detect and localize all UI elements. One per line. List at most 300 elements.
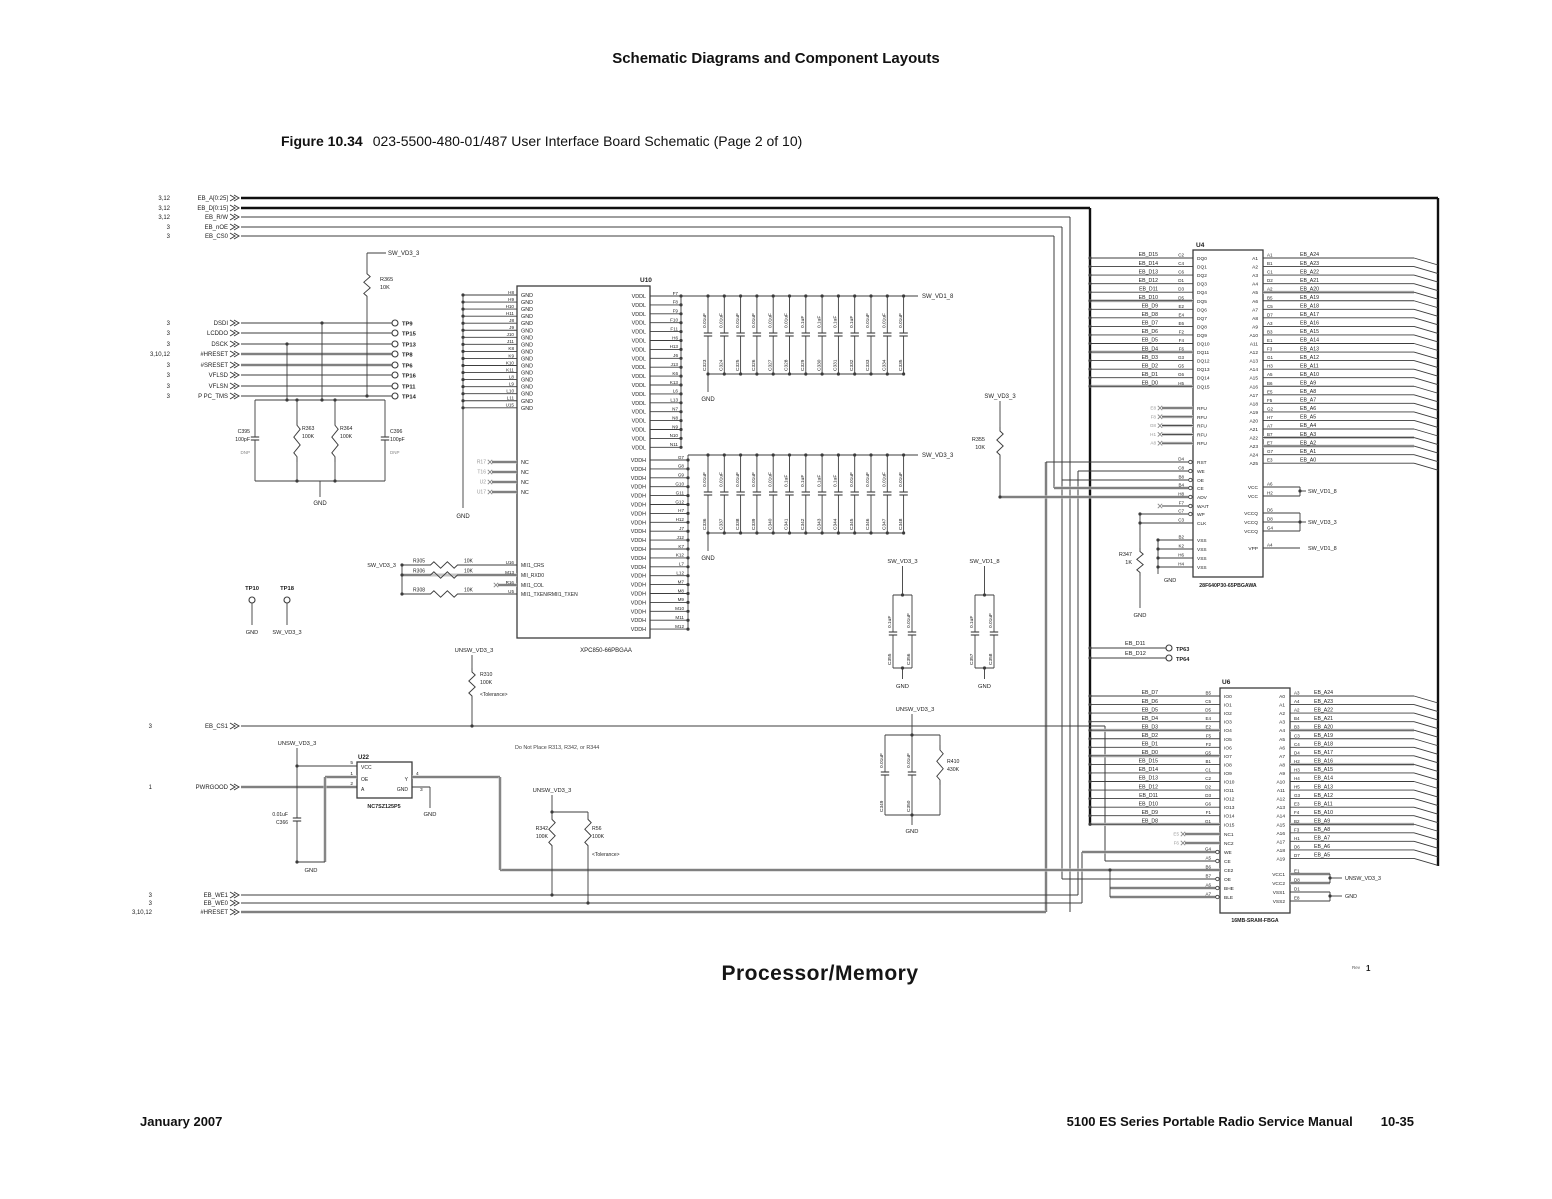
svg-text:EB_D12: EB_D12 (1138, 784, 1158, 791)
svg-text:VCC: VCC (361, 765, 372, 771)
svg-text:EB_A15: EB_A15 (1300, 329, 1320, 336)
svg-text:C333: C333 (866, 359, 872, 371)
svg-text:#SRESET: #SRESET (200, 363, 228, 369)
svg-text:F5: F5 (1267, 397, 1273, 403)
svg-text:A9: A9 (1252, 325, 1258, 331)
svg-text:C5: C5 (1205, 699, 1211, 705)
svg-text:IO14: IO14 (1224, 814, 1235, 820)
svg-text:0.01uF: 0.01uF (907, 753, 913, 768)
svg-text:A19: A19 (1276, 857, 1285, 863)
svg-text:VDDL: VDDL (631, 383, 646, 389)
svg-text:16MB-SRAM-FBGA: 16MB-SRAM-FBGA (1231, 918, 1279, 924)
svg-text:0.1uF: 0.1uF (888, 615, 894, 628)
svg-text:TP13: TP13 (402, 342, 416, 349)
svg-text:H6: H6 (1178, 552, 1184, 558)
svg-text:H12: H12 (675, 517, 684, 523)
svg-text:A1: A1 (1267, 252, 1273, 258)
svg-text:C335: C335 (898, 359, 904, 371)
svg-text:3,12: 3,12 (158, 206, 170, 212)
svg-text:K13: K13 (669, 379, 678, 385)
r355-pullup (972, 394, 1016, 497)
svg-text:M10: M10 (675, 606, 684, 612)
svg-text:EB_A5: EB_A5 (1300, 414, 1317, 421)
svg-text:EB_D10: EB_D10 (1138, 294, 1158, 301)
decoupling-pairs (887, 559, 999, 690)
svg-text:0.01uF: 0.01uF (272, 812, 288, 818)
svg-text:VDDL: VDDL (631, 302, 646, 309)
svg-text:H8: H8 (508, 289, 514, 295)
svg-text:TP16: TP16 (402, 373, 416, 380)
svg-text:B2: B2 (1294, 818, 1300, 824)
svg-text:EB_D14: EB_D14 (1138, 260, 1158, 267)
cap-bank-2 (688, 453, 954, 562)
svg-text:H7: H7 (678, 508, 684, 514)
svg-text:EB_A10: EB_A10 (1314, 809, 1334, 816)
svg-text:U16: U16 (505, 559, 514, 565)
svg-text:0.01uF: 0.01uF (735, 472, 741, 487)
svg-text:A: A (361, 787, 365, 793)
svg-text:0.01uF: 0.01uF (768, 472, 774, 487)
svg-text:M11: M11 (675, 615, 684, 620)
svg-text:DQ6: DQ6 (1197, 308, 1207, 314)
svg-text:WAIT: WAIT (1197, 505, 1209, 510)
svg-text:F11: F11 (670, 326, 678, 332)
svg-text:GND: GND (521, 314, 533, 321)
svg-text:A7: A7 (1252, 308, 1258, 314)
svg-text:D3: D3 (1205, 793, 1211, 799)
svg-text:C350: C350 (907, 800, 913, 812)
svg-text:IO12: IO12 (1224, 797, 1235, 803)
svg-text:A7: A7 (1279, 754, 1285, 760)
svg-text:EB_D2: EB_D2 (1141, 363, 1158, 370)
svg-text:EB_D11: EB_D11 (1139, 286, 1158, 293)
svg-text:EB_WE1: EB_WE1 (203, 893, 228, 899)
svg-text:3,10,12: 3,10,12 (131, 910, 152, 916)
svg-text:A10: A10 (1249, 333, 1258, 339)
svg-text:A8: A8 (1252, 316, 1258, 322)
svg-text:N11: N11 (669, 442, 678, 448)
svg-text:SW_VD1_8: SW_VD1_8 (1308, 546, 1337, 552)
svg-text:GND: GND (245, 630, 259, 636)
svg-text:F2: F2 (1205, 741, 1211, 747)
svg-text:M8: M8 (677, 588, 684, 594)
svg-text:100K: 100K (340, 434, 353, 440)
svg-text:VDDH: VDDH (630, 520, 646, 527)
svg-text:GND: GND (521, 293, 533, 299)
svg-text:D3: D3 (1178, 286, 1184, 292)
svg-text:A25: A25 (1249, 462, 1258, 468)
svg-text:0.01uF: 0.01uF (898, 313, 904, 328)
svg-text:K2: K2 (1178, 543, 1184, 549)
svg-text:VDDH: VDDH (630, 466, 646, 473)
svg-text:<Tolerance>: <Tolerance> (592, 852, 620, 858)
svg-text:OE: OE (1224, 878, 1231, 883)
svg-text:3: 3 (166, 342, 170, 348)
svg-text:0.01uF: 0.01uF (719, 313, 725, 328)
svg-text:EB_A21: EB_A21 (1314, 715, 1334, 722)
svg-text:C4: C4 (1178, 261, 1184, 267)
svg-text:F1: F1 (1205, 810, 1211, 816)
svg-text:NC: NC (521, 470, 529, 476)
svg-text:EB_A19: EB_A19 (1314, 732, 1334, 739)
svg-text:A15: A15 (1249, 376, 1258, 382)
svg-text:K11: K11 (506, 367, 514, 373)
svg-text:G8: G8 (1149, 423, 1156, 429)
svg-text:EB_A12: EB_A12 (1300, 354, 1320, 361)
svg-text:VDDL: VDDL (631, 409, 646, 416)
svg-text:VDDH: VDDH (630, 618, 646, 625)
jtag-testpoint-rows (150, 320, 417, 401)
svg-text:EB_nOE: EB_nOE (204, 225, 228, 231)
svg-text:H13: H13 (669, 344, 678, 350)
svg-text:M12: M12 (675, 623, 684, 629)
svg-text:B4: B4 (1294, 716, 1300, 722)
svg-text:C357: C357 (970, 653, 976, 665)
svg-text:0.01uF: 0.01uF (752, 313, 758, 328)
svg-text:C340: C340 (768, 518, 774, 530)
svg-text:H4: H4 (1294, 776, 1300, 781)
svg-text:EB_D9: EB_D9 (1141, 809, 1158, 816)
svg-text:EB_A22: EB_A22 (1314, 707, 1334, 714)
svg-text:D4: D4 (1178, 456, 1184, 462)
svg-text:A3: A3 (1267, 320, 1273, 326)
svg-text:E2: E2 (1178, 303, 1184, 309)
svg-text:C348: C348 (898, 518, 904, 530)
svg-text:G11: G11 (675, 490, 684, 496)
svg-text:C4: C4 (1294, 741, 1300, 747)
bus-routing (1046, 198, 1438, 912)
svg-text:B3: B3 (1294, 724, 1300, 730)
svg-text:A19: A19 (1249, 410, 1258, 416)
svg-text:0.01uF: 0.01uF (752, 472, 758, 487)
svg-text:VCCQ: VCCQ (1244, 512, 1258, 517)
svg-text:G8: G8 (677, 463, 684, 469)
svg-text:VDDH: VDDH (630, 609, 646, 616)
svg-text:GND: GND (521, 384, 533, 391)
svg-text:VFLSD: VFLSD (208, 373, 228, 379)
svg-text:J6: J6 (673, 353, 678, 359)
svg-text:C7: C7 (1178, 508, 1184, 514)
svg-text:0.1uF: 0.1uF (801, 474, 806, 487)
svg-text:G1: G1 (1204, 818, 1211, 824)
svg-text:VDDL: VDDL (631, 294, 646, 300)
svg-text:#HRESET: #HRESET (200, 910, 228, 916)
svg-text:3,12: 3,12 (158, 196, 170, 202)
svg-text:MII1_TXEN/RMII1_TXEN: MII1_TXEN/RMII1_TXEN (521, 592, 578, 598)
svg-text:2: 2 (350, 782, 353, 787)
svg-text:D5: D5 (1178, 295, 1184, 301)
svg-text:EB_A19: EB_A19 (1300, 294, 1320, 301)
svg-text:NC: NC (521, 460, 529, 466)
svg-text:R347: R347 (1118, 552, 1132, 558)
svg-text:K6: K6 (672, 370, 678, 376)
svg-text:EB_D0: EB_D0 (1141, 750, 1158, 757)
svg-text:F3: F3 (1294, 827, 1300, 833)
svg-text:EB_D3: EB_D3 (1141, 724, 1158, 731)
svg-text:C3: C3 (1178, 517, 1184, 523)
svg-text:C344: C344 (833, 518, 839, 530)
svg-text:VDDH: VDDH (630, 547, 646, 553)
svg-text:EB_D2: EB_D2 (1141, 732, 1158, 739)
svg-text:EB_D13: EB_D13 (1138, 775, 1158, 782)
svg-text:DQ14: DQ14 (1197, 376, 1210, 382)
svg-text:1: 1 (1366, 964, 1371, 973)
svg-text:EB_D8: EB_D8 (1141, 312, 1158, 319)
svg-text:EB_D12: EB_D12 (1138, 277, 1158, 284)
svg-text:A13: A13 (1249, 359, 1258, 365)
svg-text:VDDH: VDDH (630, 511, 646, 518)
svg-text:A5: A5 (1205, 855, 1211, 861)
svg-text:A6: A6 (1252, 299, 1258, 305)
svg-text:E8: E8 (1150, 405, 1156, 411)
svg-text:E8: E8 (1294, 895, 1300, 901)
svg-text:K8: K8 (508, 346, 514, 352)
svg-text:EB_A9: EB_A9 (1314, 818, 1331, 825)
svg-text:GND: GND (521, 405, 533, 412)
svg-text:GND: GND (521, 335, 533, 342)
svg-text:A17: A17 (1249, 393, 1258, 399)
svg-text:G4: G4 (1204, 846, 1211, 852)
svg-text:DQ2: DQ2 (1197, 274, 1207, 280)
figure-title: 023-5500-480-01/487 User Interface Board Schematic (Page 2 of 10) (372, 133, 803, 149)
svg-text:E1: E1 (1294, 868, 1300, 874)
svg-text:GND: GND (1345, 894, 1357, 900)
svg-text:F8: F8 (1150, 414, 1156, 420)
svg-text:A7: A7 (1205, 891, 1211, 897)
svg-text:SW_VD1_8: SW_VD1_8 (1308, 489, 1337, 495)
svg-text:EB_A22: EB_A22 (1300, 269, 1320, 276)
svg-text:GND: GND (1164, 578, 1177, 584)
svg-text:T16: T16 (477, 469, 486, 476)
svg-text:GND: GND (521, 328, 533, 335)
svg-text:100pF: 100pF (390, 437, 405, 443)
svg-text:GND: GND (521, 342, 533, 349)
svg-text:RST: RST (1197, 461, 1207, 466)
svg-text:F6: F6 (1178, 346, 1184, 352)
svg-text:G3: G3 (1294, 793, 1301, 799)
svg-text:TP63: TP63 (1176, 647, 1190, 653)
svg-text:G10: G10 (675, 481, 684, 487)
svg-text:A22: A22 (1249, 436, 1258, 442)
svg-text:GND: GND (521, 300, 533, 307)
svg-text:UNSW_VD3_3: UNSW_VD3_3 (532, 788, 572, 794)
svg-text:IO10: IO10 (1224, 780, 1235, 786)
svg-text:J11: J11 (506, 339, 514, 345)
svg-text:A16: A16 (1249, 385, 1258, 391)
svg-text:BLE: BLE (1224, 896, 1234, 901)
svg-text:0.01uF: 0.01uF (989, 613, 995, 628)
svg-text:0.1uF: 0.1uF (817, 315, 823, 328)
svg-text:B6: B6 (1205, 864, 1211, 870)
svg-text:D2: D2 (1205, 784, 1211, 790)
svg-text:EB_A9: EB_A9 (1300, 380, 1317, 387)
svg-text:BHE: BHE (1224, 887, 1234, 892)
svg-text:EB_A6: EB_A6 (1300, 406, 1317, 413)
svg-text:E7: E7 (1267, 440, 1273, 446)
svg-text:A11: A11 (1249, 342, 1258, 348)
svg-text:CE: CE (1224, 860, 1231, 865)
svg-text:IO15: IO15 (1224, 823, 1235, 829)
svg-text:EB_D7: EB_D7 (1141, 320, 1158, 327)
svg-text:TP15: TP15 (402, 331, 416, 338)
svg-text:E5: E5 (1173, 831, 1179, 837)
svg-text:EB_A11: EB_A11 (1314, 801, 1333, 808)
svg-text:VSS1: VSS1 (1272, 891, 1285, 896)
svg-text:#HRESET: #HRESET (200, 352, 228, 358)
svg-text:1: 1 (350, 772, 353, 777)
svg-text:GND: GND (521, 398, 533, 405)
svg-text:A23: A23 (1249, 445, 1258, 451)
svg-text:EB_D10: EB_D10 (1138, 801, 1158, 808)
svg-text:A2: A2 (1252, 265, 1258, 271)
data-testpoints (1088, 641, 1190, 663)
svg-text:4: 4 (416, 772, 419, 777)
svg-text:MII1_CRS: MII1_CRS (521, 563, 545, 569)
svg-text:WP: WP (1197, 513, 1205, 518)
svg-text:A9: A9 (1279, 771, 1285, 777)
svg-text:EB_A24: EB_A24 (1300, 252, 1320, 259)
svg-text:C8: C8 (1178, 465, 1184, 471)
svg-text:B5: B5 (1205, 690, 1211, 696)
svg-text:GND: GND (1133, 613, 1147, 619)
svg-text:R364: R364 (340, 426, 353, 432)
svg-text:A0: A0 (1279, 695, 1285, 700)
svg-text:SW_VD1_8: SW_VD1_8 (922, 294, 954, 300)
svg-text:3: 3 (166, 384, 170, 390)
svg-text:EB_A13: EB_A13 (1314, 784, 1334, 791)
svg-text:SW_VD1_8: SW_VD1_8 (969, 559, 1000, 565)
svg-text:A13: A13 (1276, 806, 1285, 812)
svg-text:UNSW_VD3_3: UNSW_VD3_3 (277, 741, 317, 747)
svg-text:VDDL: VDDL (631, 365, 646, 372)
svg-text:VDDL: VDDL (631, 418, 646, 425)
svg-text:EB_D14: EB_D14 (1138, 767, 1158, 774)
svg-text:VDDL: VDDL (631, 445, 646, 452)
svg-text:C3: C3 (1294, 733, 1300, 739)
svg-text:C366: C366 (276, 820, 288, 826)
svg-text:C356: C356 (907, 653, 913, 665)
svg-text:GND: GND (456, 514, 470, 520)
u22-buffer-area (132, 648, 1105, 916)
svg-text:EB_A21: EB_A21 (1300, 277, 1320, 284)
svg-text:H7: H7 (1267, 414, 1273, 420)
svg-text:100K: 100K (592, 834, 605, 840)
svg-text:N8: N8 (672, 415, 678, 421)
svg-text:A24: A24 (1249, 453, 1258, 459)
svg-text:EB_A15: EB_A15 (1314, 767, 1334, 774)
svg-text:EB_A16: EB_A16 (1314, 758, 1334, 765)
svg-text:GND: GND (521, 349, 533, 356)
svg-text:C2: C2 (1205, 776, 1211, 781)
svg-text:H9: H9 (508, 296, 514, 302)
svg-text:SW_VD3_3: SW_VD3_3 (1308, 520, 1337, 526)
svg-text:NC1: NC1 (1224, 833, 1234, 838)
svg-text:EB_A8: EB_A8 (1300, 389, 1317, 395)
svg-text:F4: F4 (1178, 338, 1184, 343)
svg-text:D7: D7 (1267, 312, 1273, 318)
svg-text:EB_A20: EB_A20 (1314, 724, 1334, 731)
svg-text:DQ13: DQ13 (1197, 368, 1210, 374)
svg-text:Y: Y (404, 777, 408, 783)
svg-text:EB_D6: EB_D6 (1141, 698, 1158, 705)
svg-text:R365: R365 (380, 277, 394, 283)
svg-text:EB_D13: EB_D13 (1138, 269, 1158, 276)
svg-text:VCCQ: VCCQ (1244, 530, 1258, 535)
svg-text:NC7SZ125P5: NC7SZ125P5 (367, 804, 401, 810)
svg-text:VDDL: VDDL (631, 338, 646, 345)
svg-text:A12: A12 (1249, 351, 1258, 357)
svg-text:A4: A4 (1294, 699, 1300, 705)
svg-text:EB_D12: EB_D12 (1125, 651, 1146, 657)
svg-text:A5: A5 (1252, 291, 1258, 297)
svg-text:B3: B3 (1267, 329, 1273, 335)
svg-text:H5: H5 (1294, 784, 1300, 790)
svg-text:A1: A1 (1252, 257, 1258, 262)
svg-text:TP9: TP9 (402, 321, 413, 328)
svg-text:B8: B8 (1178, 474, 1184, 480)
svg-text:EB_A13: EB_A13 (1300, 346, 1320, 353)
svg-text:A8: A8 (1150, 440, 1156, 446)
svg-text:H6: H6 (672, 335, 678, 341)
svg-text:TP14: TP14 (402, 394, 416, 401)
svg-text:A8: A8 (1279, 763, 1285, 769)
svg-text:VDDH: VDDH (630, 564, 646, 571)
svg-text:1: 1 (148, 785, 152, 791)
svg-text:M9: M9 (677, 597, 684, 603)
svg-text:0.01uF: 0.01uF (882, 472, 888, 487)
svg-text:EB_A[0:25]: EB_A[0:25] (197, 196, 228, 202)
svg-text:C338: C338 (735, 518, 741, 530)
svg-text:E1: E1 (1267, 338, 1273, 343)
svg-text:GND: GND (304, 868, 318, 874)
svg-text:VCC1: VCC1 (1272, 873, 1285, 878)
svg-text:GND: GND (978, 684, 991, 690)
svg-text:E3: E3 (1294, 801, 1300, 807)
svg-text:EB_D6: EB_D6 (1141, 329, 1158, 336)
svg-text:EB_A3: EB_A3 (1300, 431, 1317, 438)
svg-text:EB_WE0: EB_WE0 (203, 901, 228, 907)
svg-text:H1: H1 (1150, 431, 1156, 437)
svg-text:C339: C339 (752, 518, 758, 530)
svg-text:C331: C331 (833, 359, 839, 371)
svg-text:H3: H3 (1267, 363, 1273, 369)
svg-text:H4: H4 (1178, 561, 1184, 567)
svg-text:H5: H5 (1178, 380, 1184, 386)
svg-text:F6: F6 (1173, 840, 1179, 846)
svg-text:VDDH: VDDH (630, 627, 646, 634)
svg-text:VDDH: VDDH (630, 555, 646, 562)
svg-text:A18: A18 (1276, 848, 1285, 854)
svg-text:0.01uF: 0.01uF (907, 613, 913, 628)
svg-text:0.1uF: 0.1uF (784, 474, 790, 487)
figure-label: Figure 10.34 (281, 133, 363, 149)
svg-text:GND: GND (701, 397, 715, 403)
svg-text:C325: C325 (735, 359, 741, 371)
svg-text:A10: A10 (1276, 780, 1285, 786)
svg-text:EB_A18: EB_A18 (1300, 303, 1320, 310)
svg-text:H10: H10 (505, 303, 514, 309)
svg-text:EB_A6: EB_A6 (1314, 844, 1331, 851)
svg-text:VDDH: VDDH (630, 538, 646, 545)
svg-text:A14: A14 (1276, 814, 1285, 820)
svg-text:DQ12: DQ12 (1197, 359, 1210, 365)
svg-text:VCC: VCC (1247, 495, 1258, 500)
svg-text:0.1uF: 0.1uF (833, 474, 839, 487)
svg-text:GND: GND (896, 684, 909, 690)
svg-text:3: 3 (420, 788, 423, 793)
svg-text:IO7: IO7 (1224, 754, 1232, 760)
svg-text:VDDL: VDDL (631, 320, 646, 327)
